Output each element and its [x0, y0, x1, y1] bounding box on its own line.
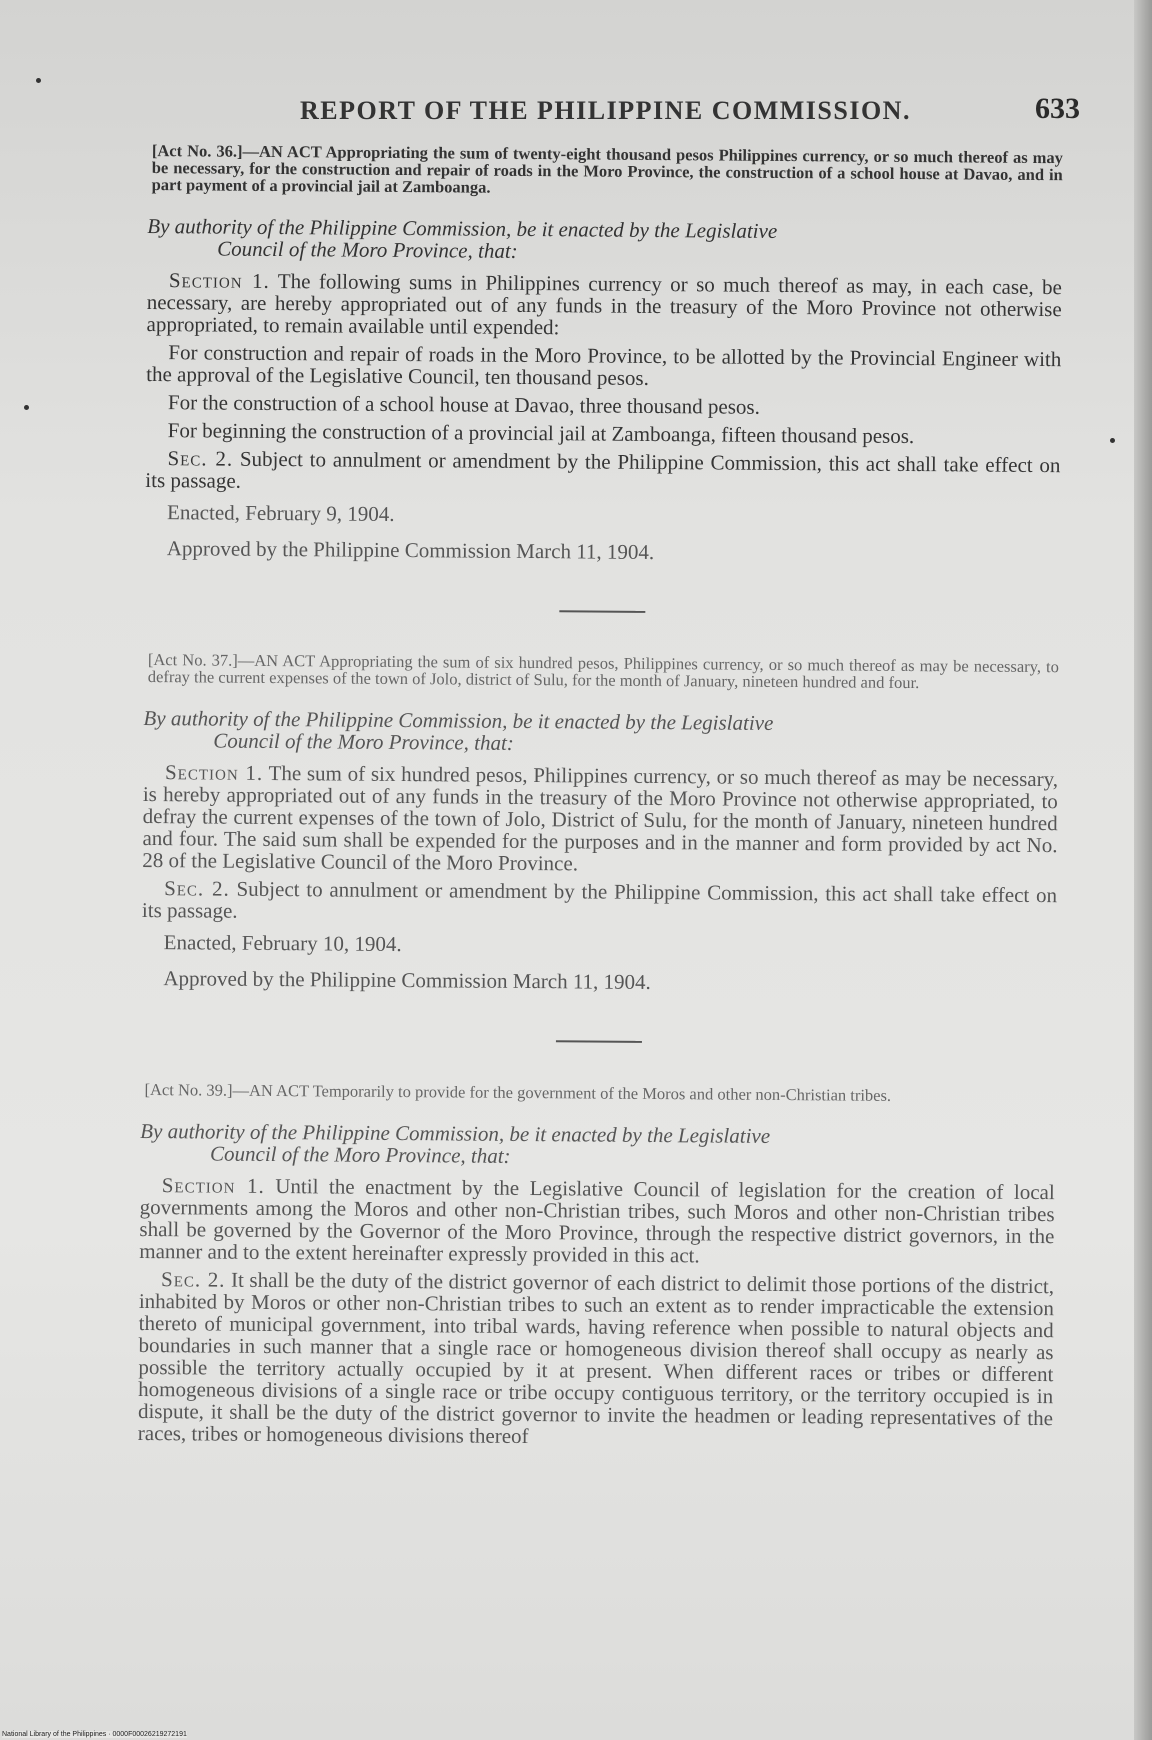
- section-2: [142, 877, 1057, 928]
- act-heading: [Act No. 37.]—AN ACT Appropriating the sum of six hundred pesos, Philippines currency, or so much thereof as may be necessary, to defray the current expenses of the town of Jolo, district of Sulu, for the month of January, nineteen hundred and four.: [147, 650, 1059, 693]
- section-1: [142, 761, 1058, 878]
- enacting-clause: [140, 1120, 1055, 1171]
- running-header: [300, 92, 1080, 132]
- section-label: Sec. 2.: [164, 876, 230, 901]
- section-text: Subject to annulment or amendment by the Philippine Commission, this act shall take effect on its passage.: [141, 876, 1058, 923]
- enacting-clause: [147, 215, 1062, 266]
- enacting-clause-line1: By authority of the Philippine Commission, be it enacted by the Legislative: [140, 1118, 771, 1148]
- section-label: Section 1.: [164, 760, 264, 785]
- appropriation-item-school: For the construction of a school house at Davao, three thousand pesos.: [167, 390, 760, 419]
- enacted-date: Enacted, February 9, 1904.: [166, 500, 395, 526]
- enacting-clause-line1: By authority of the Philippine Commission, be it enacted by the Legislative: [143, 705, 774, 735]
- section-2: [138, 1268, 1054, 1451]
- appropriation-item-jail: For beginning the construction of a provincial jail at Zamboanga, fifteen thousand pesos.: [167, 418, 915, 449]
- page-number: 633: [1035, 92, 1080, 125]
- page-edge-shadow: [1134, 0, 1152, 1740]
- enacting-clause-line2: Council of the Moro Province, that:: [217, 236, 518, 263]
- appropriation-item-roads: For construction and repair of roads in the Moro Province, to be allotted by the Provincial Engineer with the approval of the Legislative Council, ten thousand pesos.: [146, 340, 1062, 390]
- act-heading: [Act No. 39.]—AN ACT Temporarily to provide for the government of the Moros and other non-Christian tribes.: [144, 1080, 892, 1105]
- section-divider: [555, 1040, 641, 1043]
- page-body: [138, 142, 1063, 1457]
- enacting-clause-line2: Council of the Moro Province, that:: [213, 728, 514, 755]
- section-label: Section 1.: [161, 1173, 265, 1198]
- approved-line: Approved by the Philippine Commission March 11, 1904.: [163, 966, 651, 994]
- section-text: Until the enactment by the Legislative Council of legislation for the creation of local governments among the Moros and other non-Christian tribes, such Moros and other non-Christian tribes shall be governed by the Governor of the Moro Province, through the respective district governors, in the manner and to the extent hereinafter expressly provided in this act.: [139, 1174, 1055, 1268]
- approved-line: Approved by the Philippine Commission March 11, 1904.: [166, 536, 655, 564]
- section-label: Sec. 2.: [160, 1267, 226, 1292]
- section-label: Sec. 2.: [167, 446, 234, 471]
- act-37: [141, 651, 1059, 996]
- scan-speck: [36, 78, 41, 83]
- enacting-clause-line2: Council of the Moro Province, that:: [209, 1141, 511, 1168]
- section-text: The following sums in Philippines currency or so much thereof as may, in each case, be necessary, are hereby appropriated out of any funds in the treasury of the Moro Province not otherwise appropriated, to remain available until expended:: [146, 269, 1062, 340]
- act-heading: [Act No. 36.]—AN ACT Appropriating the sum of twenty-eight thousand pesos Philippines currency, or so much thereof as may be necessary, for the construction and repair of roads in the Moro Province, the construction of a school house at Davao, and in part payment of a provincial jail at Zamboanga.: [151, 141, 1063, 197]
- section-text: It shall be the duty of the district governor of each district to delimit those portions of the district, inhabited by Moros or other non-Christian tribes to such an extent as to render impracticable the extension thereto of municipal government, into tribal wards, having reference when possible to natural objects and boundaries in such manner that a single race or homogeneous division thereof shall occupy as nearly as possible the territory actually occupied by it at present. When different races or tribes or different homogeneous divisions of a single race or tribe occupy contiguous territory, or the territory occupied is in dispute, it shall be the duty of the district governor to invite the headmen or leading representatives of the races, tribes or homogeneous divisions thereof: [137, 1267, 1055, 1449]
- scan-speck: [24, 405, 29, 410]
- enacting-clause: [143, 707, 1058, 758]
- enacted-date: Enacted, February 10, 1904.: [163, 930, 402, 957]
- act-39: [138, 1081, 1056, 1451]
- section-text: Subject to annulment or amendment by the Philippine Commission, this act shall take effect on its passage.: [145, 446, 1061, 493]
- section-text: The sum of six hundred pesos, Philippines currency, or so much thereof as may be necessary, is hereby appropriated out of any funds in the treasury of the Moro Province not otherwise appropriated, to defray the current expenses of the town of Jolo, District of Sulu, for the month of January, nineteen hundred and four. The said sum shall be expended for the purposes and in the manner and form provided by act No. 28 of the Legislative Council of the Moro Province.: [142, 760, 1059, 876]
- section-divider: [559, 610, 645, 613]
- section-1: [139, 1174, 1055, 1269]
- section-2: [145, 447, 1060, 498]
- enacting-clause-line1: By authority of the Philippine Commission, be it enacted by the Legislative: [147, 213, 778, 243]
- section-label: Section 1.: [168, 268, 270, 293]
- act-36: [145, 142, 1063, 566]
- scan-speck: [1110, 438, 1115, 443]
- section-1: [146, 269, 1061, 342]
- library-footer-stamp: National Library of the Philippines · 0000F00026219272191: [2, 1731, 187, 1738]
- running-head-title: REPORT OF THE PHILIPPINE COMMISSION.: [300, 96, 911, 125]
